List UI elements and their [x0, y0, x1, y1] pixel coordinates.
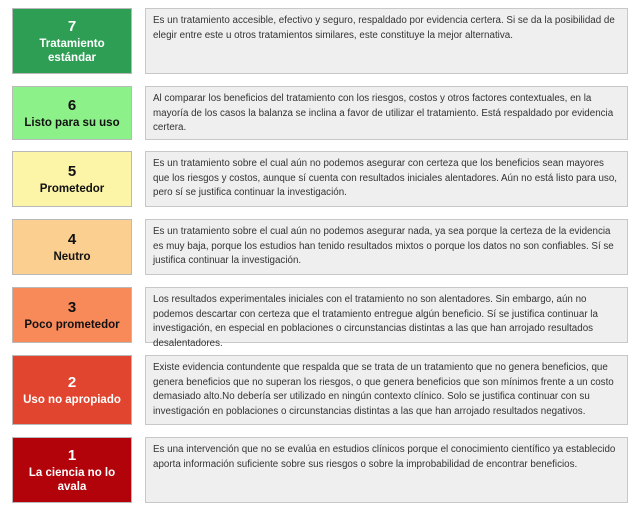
level-description: Es una intervención que no se evalúa en estudios clínicos porque el conocimiento científico ya establecido aporta información suficiente sobre sus riesgos o sobre la improbabilidad de encontrar beneficios.: [145, 437, 628, 503]
level-label: Prometedor: [39, 182, 105, 195]
level-label: La ciencia no lo avala: [28, 466, 116, 493]
level-row-6: [12, 86, 628, 140]
level-badge: [12, 219, 132, 275]
level-badge: [12, 355, 132, 425]
level-number: 5: [67, 162, 77, 180]
level-description: Es un tratamiento sobre el cual aún no podemos asegurar nada, ya sea porque la certeza de la evidencia es muy baja, porque los estudios han tenido resultados mixtos o porque los datos no son confiables. Sí se justifica continuar la investigación.: [145, 219, 628, 275]
level-description: Los resultados experimentales iniciales con el tratamiento no son alentadores. Sin embargo, aún no podemos descartar con certeza que el tratamiento entregue algún beneficio. Sí se justifica continuar la investigación, en especial en poblaciones o circunstancias distintas a las que han arrojado resultados desalentadores.: [145, 287, 628, 343]
level-row-3: [12, 287, 628, 349]
level-row-5: [12, 151, 628, 207]
level-badge: [12, 287, 132, 343]
level-row-4: [12, 219, 628, 275]
level-row-7: [12, 8, 628, 74]
level-number: 6: [67, 96, 77, 114]
level-badge: [12, 86, 132, 140]
level-description: Es un tratamiento sobre el cual aún no podemos asegurar con certeza que los beneficios sean mayores que los riesgos y costos, aunque sí cuenta con resultados iniciales alentadores. Aún no está listo para uso, pero sí se justifica continuar la investigación.: [145, 151, 628, 207]
level-row-2: [12, 355, 628, 425]
level-description: Existe evidencia contundente que respalda que se trata de un tratamiento que no genera beneficios, que genera beneficios que no superan los riesgos, o que genera beneficios que son mínimos frente a un costo demasiado alto.No debería ser utilizado en ningún contexto clínico. Solo se justifica continuar con su investigación en poblaciones o circunstancias distintas a las que han arrojado resultados negativos.: [145, 355, 628, 425]
level-label: Listo para su uso: [24, 116, 120, 129]
level-number: 4: [67, 230, 77, 248]
level-badge: [12, 437, 132, 503]
level-label: Tratamiento estándar: [39, 37, 105, 64]
level-number: 2: [67, 373, 77, 391]
level-badge: [12, 8, 132, 74]
level-row-1: [12, 437, 628, 503]
level-label: Neutro: [53, 250, 91, 263]
level-badge: [12, 151, 132, 207]
level-number: 3: [67, 298, 77, 316]
level-description: Al comparar los beneficios del tratamiento con los riesgos, costos y otros factores contextuales, en la mayoría de los casos la balanza se inclina a favor de utilizar el tratamiento. Está respaldado por evidencia certera.: [145, 86, 628, 140]
level-label: Uso no apropiado: [23, 393, 121, 406]
level-number: 7: [67, 17, 77, 35]
level-number: 1: [67, 446, 77, 464]
level-label: Poco prometedor: [24, 318, 120, 331]
level-description: Es un tratamiento accesible, efectivo y seguro, respaldado por evidencia certera. Si se da la posibilidad de elegir entre este u otros tratamientos similares, este constituye la mejor alternativa.: [145, 8, 628, 74]
